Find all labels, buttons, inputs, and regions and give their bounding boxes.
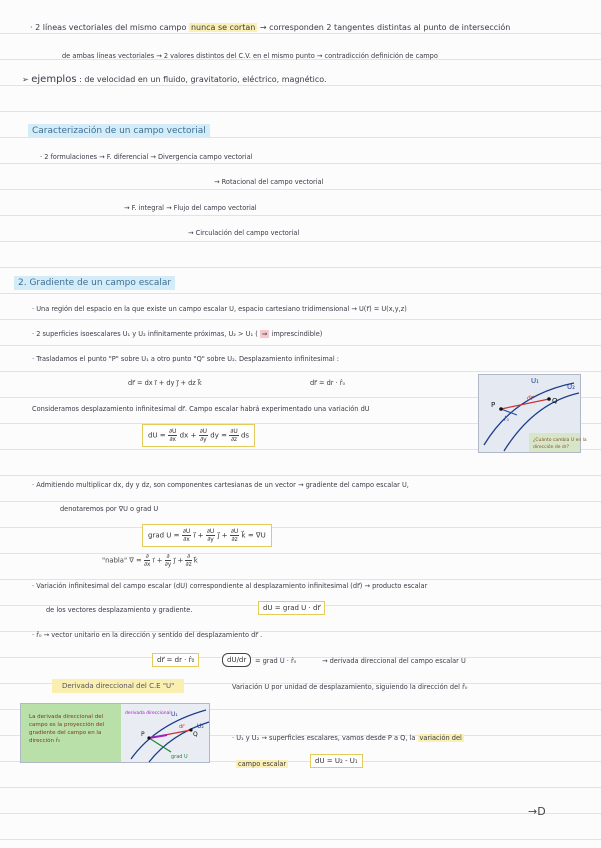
fig2-text-3: gradiente del campo en la xyxy=(29,730,102,736)
line-22 xyxy=(236,759,288,769)
frac-du-dx xyxy=(182,528,192,543)
frac-du-dy xyxy=(199,428,209,443)
formula-text: k⃗ xyxy=(241,531,246,540)
directional-derivative-label: Derivada direccional del C.E "U" xyxy=(52,679,184,693)
frac-num: ∂U xyxy=(206,528,215,535)
formula-text: = ∇U xyxy=(247,531,266,540)
frac-num: ∂U xyxy=(199,428,208,435)
formula-text: dy = xyxy=(210,431,227,440)
formula-text: k⃗ xyxy=(193,556,198,565)
frac-num: ∂U xyxy=(230,428,238,435)
line-6: → F. integral → Flujo del campo vectorial xyxy=(124,204,257,212)
implies-icon: ⇒ xyxy=(261,330,268,338)
frac-num: ∂ xyxy=(166,553,170,560)
line-19: → derivada direccional del campo escalar U xyxy=(322,657,466,665)
formula-text: i⃗ xyxy=(152,556,155,565)
line-16: · Variación infinitesimal del campo escalar (dU) correspondiente al desplazamiento infinitesimal (dr⃗) → producto escalar xyxy=(32,582,428,590)
fig2-text-4: dirección r̂₀ xyxy=(29,738,61,744)
formula-text: i⃗ xyxy=(193,531,196,540)
figure-directional-svg xyxy=(21,704,209,762)
frac-du-dy xyxy=(206,528,216,543)
label-p: P xyxy=(491,401,496,409)
text: · 2 superficies isoescalares U₁ y U₂ infinitamente próximas, U₂ > U₁ ( xyxy=(32,330,258,338)
text: imprescindible) xyxy=(271,330,323,338)
du-final-box: dU = U₂ - U₁ xyxy=(310,754,363,768)
label-r0: r̂₀ xyxy=(504,416,509,423)
formula-text: + xyxy=(197,531,204,540)
fig2-text-1: La derivada direccional del xyxy=(29,714,104,720)
formula-text: j⃗ xyxy=(173,556,176,565)
frac-num: ∂U xyxy=(168,428,177,435)
frac-du-dz xyxy=(229,428,239,443)
line-11b: dr⃗ = dr · r̂₀ xyxy=(310,379,346,387)
fig2-label-p: P xyxy=(141,731,145,738)
frac-den: ∂x xyxy=(143,561,151,568)
label-u2: U₂ xyxy=(567,383,575,391)
dr-box: dr⃗ = dr · r̂₀ xyxy=(152,653,199,667)
caption-line-1: ¿Cuánto cambia U en la xyxy=(533,438,587,443)
line-20b: Variación U por unidad de desplazamiento, siguiendo la dirección del r̂₀ xyxy=(232,683,468,691)
directional-derivative-eq: = grad U · r̂₀ xyxy=(255,657,297,665)
frac-den: ∂y xyxy=(207,536,214,543)
fig2-text-2: campo es la proyección del xyxy=(29,722,105,728)
line-12: Consideramos desplazamiento infinitesimal dr⃗. Campo escalar habrá experimentado una variación dU xyxy=(32,405,370,413)
frac-den: ∂z xyxy=(231,536,238,543)
line-2: de ambas líneas vectoriales → 2 valores distintos del C.V. en el mismo punto → contradicción definición de campo xyxy=(62,52,438,60)
caption-line-2: dirección de dr? xyxy=(533,445,570,450)
line-14: denotaremos por ∇U o grad U xyxy=(60,505,159,513)
frac-den: ∂z xyxy=(185,561,192,568)
text: · U₁ y U₂ → superficies escalares, vamos desde P a Q, la xyxy=(232,734,416,742)
formula-text: "nabla" ∇ = xyxy=(102,556,142,565)
fig2-label-grad: grad U xyxy=(171,754,188,760)
line-8: · Una región del espacio en la que existe un campo escalar U, espacio cartesiano tridimensional → U(r⃗) = U(x,y,z) xyxy=(32,305,407,313)
formula-text: dU = xyxy=(148,431,166,440)
line-4: · 2 formulaciones → F. diferencial → Divergencia campo vectorial xyxy=(40,153,253,161)
du-formula-box xyxy=(142,424,255,447)
formula-text: grad U = xyxy=(148,531,180,540)
bullet-arrow-icon: ➢ xyxy=(22,75,29,84)
formula-text: + xyxy=(177,556,184,565)
formula-text: dx + xyxy=(179,431,197,440)
text-number: · 2 xyxy=(30,23,41,32)
label-u1: U₁ xyxy=(531,377,539,385)
text: → corresponden 2 tangentes distintas al punto de intersección xyxy=(259,23,511,32)
formula-text: j⃗ xyxy=(217,531,220,540)
line-5: → Rotacional del campo vectorial xyxy=(214,178,324,186)
highlight-text: nunca se cortan xyxy=(190,23,256,32)
frac-num: ∂U xyxy=(230,528,239,535)
highlight-text: campo escalar xyxy=(238,760,287,768)
text: : de velocidad en un fluido, gravitatorio, eléctrico, magnético. xyxy=(79,75,327,84)
directional-derivative-box: dU/dr xyxy=(222,653,251,667)
fig2-label-dd: derivada direccional xyxy=(125,711,171,716)
line-21 xyxy=(232,733,464,743)
line-3 xyxy=(22,75,327,85)
text: ejemplos xyxy=(31,74,77,85)
frac-d-dy xyxy=(165,553,172,568)
formula-text: + xyxy=(156,556,163,565)
frac-num: ∂U xyxy=(182,528,191,535)
frac-du-dx xyxy=(168,428,178,443)
fig2-label-dr: dr⃗ xyxy=(179,724,185,730)
frac-d-dz xyxy=(185,553,191,568)
label-dr: dr⃗ xyxy=(527,395,534,402)
fig2-label-u1: U₁ xyxy=(171,711,178,718)
fig2-label-q: Q xyxy=(193,731,198,738)
figure-directional-derivative xyxy=(20,703,210,763)
line-18: · r̂₀ → vector unitario en la dirección y sentido del desplazamiento dr⃗ . xyxy=(32,631,263,639)
dot-product-box: dU = grad U · dr⃗ xyxy=(258,601,325,615)
frac-num: ∂ xyxy=(145,553,149,560)
line-10: · Trasladamos el punto "P" sobre U₁ a otro punto "Q" sobre U₂. Desplazamiento infinitesimal : xyxy=(32,355,339,363)
line-1 xyxy=(30,23,510,33)
formula-text: ds xyxy=(240,431,250,440)
line-11a: dr⃗ = dx i⃗ + dy j⃗ + dz k⃗ xyxy=(128,379,202,387)
frac-den: ∂x xyxy=(183,536,190,543)
figure-surfaces-svg xyxy=(479,375,587,452)
frac-den: ∂x xyxy=(169,436,176,443)
frac-den: ∂y xyxy=(199,436,207,443)
line-13: · Admitiendo multiplicar dx, dy y dz, son componentes cartesianas de un vector → gradiente del campo escalar U, xyxy=(32,481,409,489)
frac-d-dx xyxy=(144,553,151,568)
nabla-formula xyxy=(102,553,198,568)
label-q: Q xyxy=(552,397,558,405)
frac-den: ∂z xyxy=(230,436,238,443)
figure-surfaces xyxy=(478,374,587,453)
continue-arrow-icon: →D xyxy=(528,805,546,818)
frac-den: ∂y xyxy=(164,561,172,568)
text: líneas vectoriales del mismo campo xyxy=(42,23,187,32)
highlight-text: variación del xyxy=(419,734,462,742)
heading-gradient: 2. Gradiente de un campo escalar xyxy=(14,276,175,290)
frac-du-dz xyxy=(230,528,240,543)
grad-formula-box xyxy=(142,524,272,547)
formula-text: + xyxy=(221,531,228,540)
heading-vector-field: Caracterización de un campo vectorial xyxy=(28,124,210,138)
line-7: → Circulación del campo vectorial xyxy=(188,229,300,237)
fig2-label-u2: U₂ xyxy=(197,723,204,730)
frac-num: ∂ xyxy=(186,553,191,560)
line-17: de los vectores desplazamiento y gradiente. xyxy=(46,606,193,614)
line-9 xyxy=(32,329,322,339)
